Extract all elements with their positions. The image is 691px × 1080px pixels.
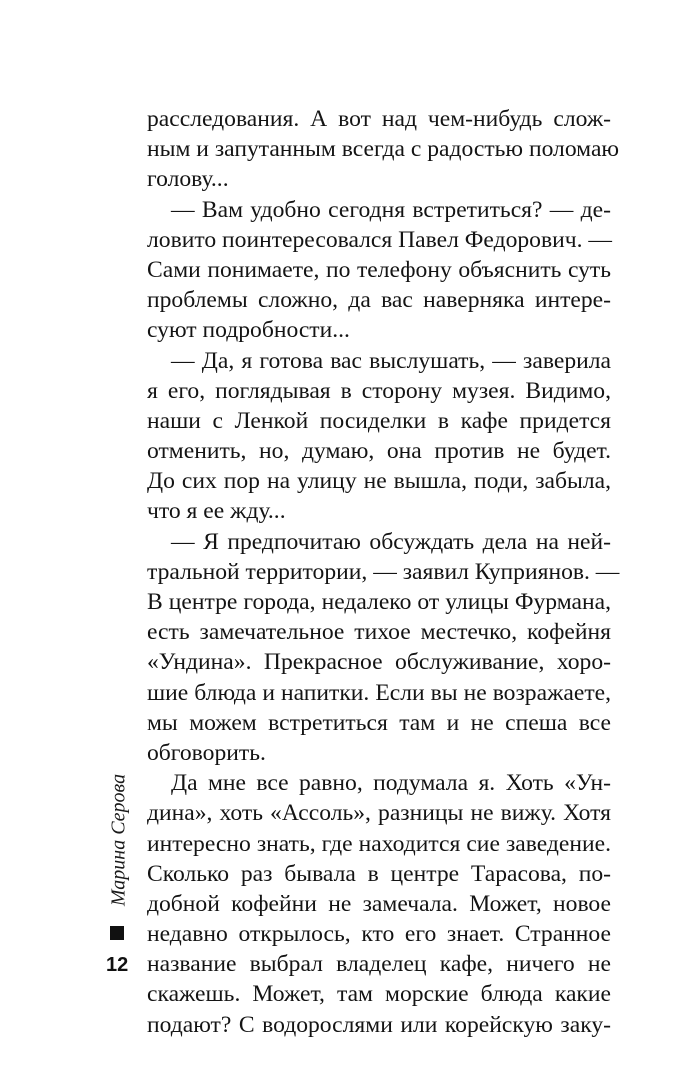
page-number: 12 bbox=[106, 954, 129, 976]
page-marker-square bbox=[110, 926, 124, 940]
text-line: — Я предпочитаю обсуждать дела на ней- bbox=[171, 528, 611, 555]
text-line: До сих пор на улицу не вышла, поди, забыла, bbox=[147, 468, 611, 495]
text-line: Да мне все равно, подумала я. Хоть «Ун- bbox=[171, 770, 611, 797]
text-line: — Вам удобно сегодня встретиться? — де- bbox=[171, 196, 611, 223]
text-line: наши с Ленкой посиделки в кафе придется bbox=[147, 407, 611, 434]
text-line: добной кофейни не замечала. Может, новое bbox=[147, 890, 611, 917]
text-line: скажешь. Может, там морские блюда какие bbox=[147, 981, 611, 1008]
text-line: «Ундина». Прекрасное обслуживание, хоро- bbox=[147, 649, 611, 676]
text-line: обговорить. bbox=[147, 739, 266, 766]
text-line: расследования. А вот над чем-нибудь слож- bbox=[147, 106, 611, 132]
text-line: что я ее жду... bbox=[147, 498, 286, 525]
text-line: тральной территории, — заявил Куприянов. — bbox=[147, 558, 620, 585]
text-line: отменить, но, думаю, она против не будет. bbox=[147, 438, 611, 465]
text-line: интересно знать, где находится сие заведение. bbox=[147, 830, 611, 857]
text-line: голову... bbox=[147, 166, 229, 193]
text-line: — Да, я готова вас выслушать, — заверила bbox=[171, 347, 611, 374]
text-line: есть замечательное тихое местечко, кофейня bbox=[147, 619, 611, 646]
text-line: шие блюда и напитки. Если вы не возражаете, bbox=[147, 679, 611, 706]
running-head bbox=[107, 773, 131, 907]
text-line: недавно открылось, кто его знает. Странное bbox=[147, 921, 611, 948]
text-line: Сами понимаете, по телефону объяснить суть bbox=[147, 256, 611, 283]
text-line: суют подробности... bbox=[147, 317, 350, 344]
text-line: я его, поглядывая в сторону музея. Видимо, bbox=[147, 377, 611, 404]
text-line: проблемы сложно, да вас наверняка интере- bbox=[147, 287, 611, 314]
text-line: ловито поинтересовался Павел Федорович. — bbox=[147, 226, 612, 253]
running-head-author: Марина Серова bbox=[107, 773, 130, 907]
body-text bbox=[147, 104, 620, 1040]
text-line: дина», хоть «Ассоль», разницы не вижу. Хотя bbox=[147, 800, 611, 827]
text-line: мы можем встретиться там и не спеша все bbox=[147, 709, 611, 736]
text-line: название выбрал владелец кафе, ничего не bbox=[147, 951, 611, 978]
text-line: В центре города, недалеко от улицы Фурмана, bbox=[147, 589, 611, 615]
text-line: ным и запутанным всегда с радостью поломаю bbox=[147, 136, 620, 163]
text-line: подают? С водорослями или корейскую заку- bbox=[147, 1011, 611, 1038]
text-line: Сколько раз бывала в центре Тарасова, по- bbox=[147, 860, 611, 887]
